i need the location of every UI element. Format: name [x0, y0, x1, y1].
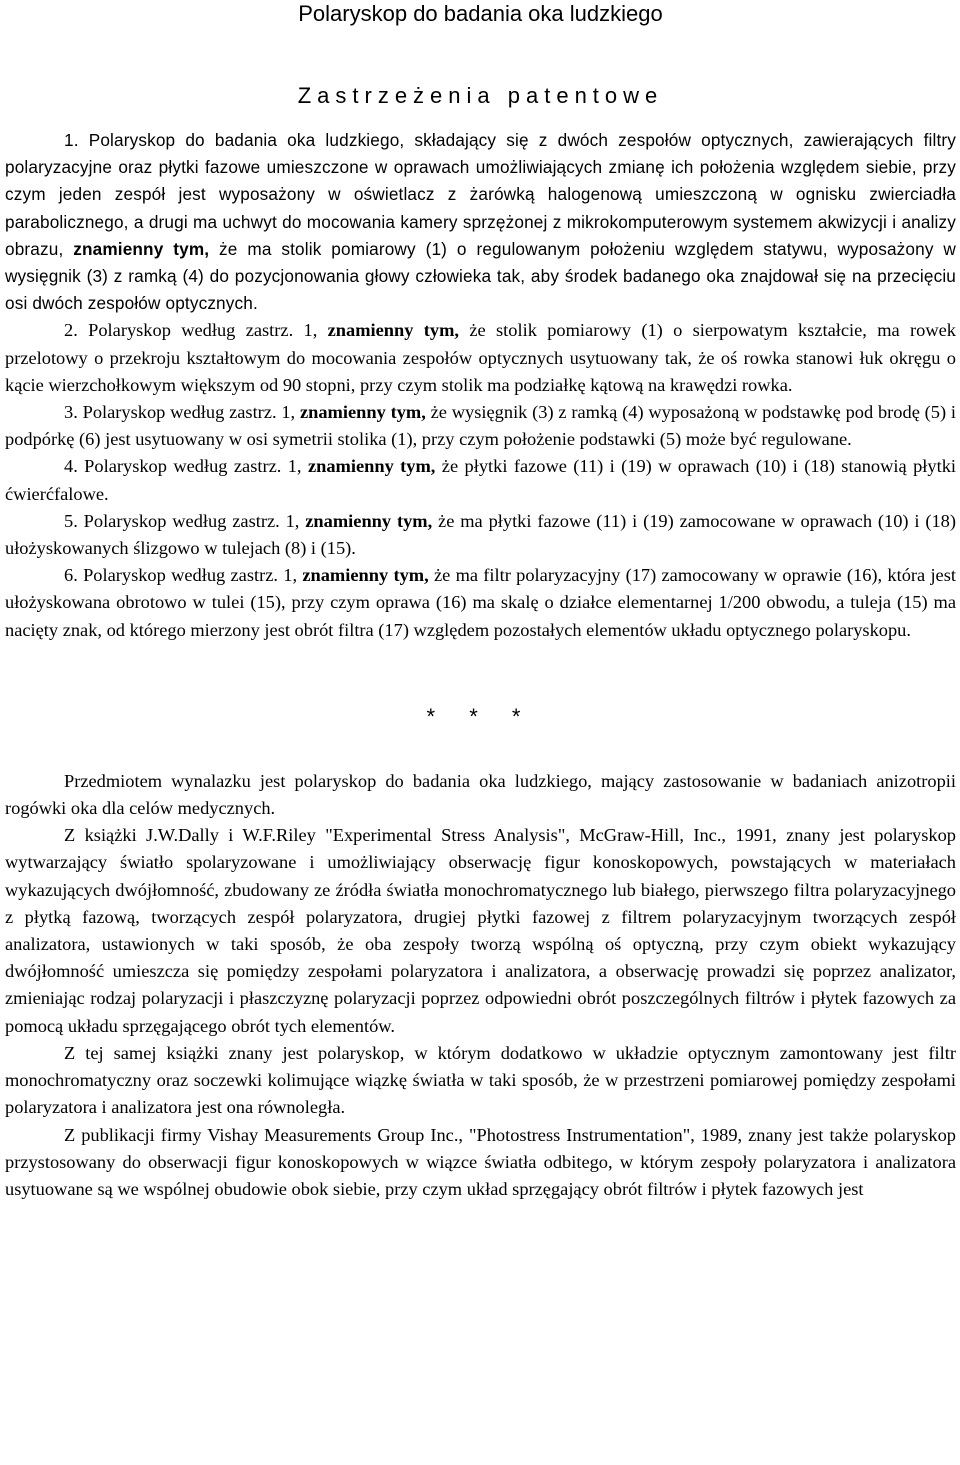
description-paragraph: Z książki J.W.Dally i W.F.Riley "Experimental Stress Analysis", McGraw-Hill, Inc., 1991, znany jest polaryskop wytwarzający światło spolaryzowane i umożliwiający obserwację figur konoskopowych, powstających w materiałach wykazujących dwójłomność, zbudowany ze źródła światła monochromatycznego lub białego, pierwszego filtra polaryzacyjnego z płytką fazową, tworzących zespół polaryzatora, drugiej płytki fazowej z filtrem polaryzacyjnym tworzących zespół analizatora, ustawionych w taki sposób, że oba zespoły tworzą wspólną oś optyczną, przy czym obiekt wykazujący dwójłomność umieszcza się pomiędzy zespołami polaryzatora i analizatora, a obserwację prowadzi się poprzez analizator, zmieniając rodzaj polaryzacji i płaszczyznę polaryzacji poprzez odpowiedni obrót poszczególnych filtrów i płytek fazowych za pomocą układu sprzęgającego obrót tych elementów. — [5, 825, 956, 1036]
claim-text: 6. Polaryskop według zastrz. 1, — [64, 565, 303, 586]
claim-1 — [5, 127, 956, 317]
claim-text: że ma stolik pomiarowy (1) o regulowanym położeniu względem statywu, wyposażony w wysięgnik (3) z ramką (4) do pozycjonowania głowy człowieka tak, aby środek badanego oka znajdował się na przecięciu osi dwóch zespołów optycznych. — [5, 238, 956, 314]
description-paragraph: Z tej samej książki znany jest polaryskop, w którym dodatkowo w układzie optycznym zamontowany jest filtr monochromatyczny oraz soczewki kolimujące wiązkę światła w taki sposób, że w przestrzeni pomiarowej pomiędzy zespołami polaryzatora i analizatora jest ona równoległa. — [5, 1042, 956, 1118]
description-paragraph: Przedmiotem wynalazku jest polaryskop do badania oka ludzkiego, mający zastosowanie w badaniach anizotropii rogówki oka dla celów medycznych. — [5, 770, 956, 819]
claim-6 — [5, 562, 956, 644]
claim-text: 2. Polaryskop według zastrz. 1, — [64, 320, 328, 341]
claim-text: 4. Polaryskop według zastrz. 1, — [64, 456, 308, 477]
description-section — [5, 768, 956, 1203]
claim-3 — [5, 399, 956, 453]
description-paragraph: Z publikacji firmy Vishay Measurements Group Inc., "Photostress Instrumentation", 1989, znany jest także polaryskop przystosowany do obserwacji figur konoskopowych w wiązce światła odbitego, w którym zespoły polaryzatora i analizatora usytuowane są we wspólnej obudowie obok siebie, przy czym układ sprzęgający obrót filtrów i płytek fazowych jest — [5, 1124, 956, 1199]
claim-text: że stolik pomiarowy (1) o sierpowatym kształcie, ma rowek przelotowy o przekroju kształtowym do mocowania zespołów optycznych usytuowany tak, że oś rowka stanowi łuk okręgu o kącie wierzchołkowym większym od 90 stopni, przy czym stolik ma podziałkę kątową na krawędzi rowka. — [5, 320, 956, 395]
claims-section — [5, 127, 956, 644]
claim-keyword: znamienny tym, — [305, 510, 433, 531]
document-page — [0, 1, 960, 1465]
claim-keyword: znamienny tym, — [307, 456, 436, 477]
claim-text: że ma płytki fazowe (11) i (19) zamocowane w oprawach (10) i (18) ułożyskowanych ślizgowo w tulejach (8) i (15). — [5, 510, 957, 559]
claim-keyword: znamienny tym, — [302, 565, 429, 586]
claims-heading: Zastrzeżenia patentowe — [297, 83, 664, 108]
claim-text: 1. Polaryskop do badania oka ludzkiego, składający się z dwóch zespołów optycznych, zawierających filtry polaryzacyjne oraz płytki fazowe umieszczone w oprawach umożliwiających zmianę ich położenia względem siebie, przy czym jeden zespół jest wyposażony w oświetlacz z żarówką halogenową umieszczoną w ognisku zwierciadła parabolicznego, a drugi ma uchwyt do mocowania kamery sprzężonej z mikrokomputerowym systemem akwizycji i analizy obrazu, — [5, 130, 956, 259]
claim-2 — [5, 317, 956, 399]
claim-5 — [5, 508, 956, 562]
claim-keyword: znamienny tym, — [299, 402, 426, 423]
claim-text: że płytki fazowe (11) i (19) w oprawach (10) i (18) stanowią płytki ćwierćfalowe. — [5, 456, 956, 504]
claim-text: że wysięgnik (3) z ramką (4) wyposażoną w podstawkę pod brodę (5) i podpórkę (6) jest usytuowany w osi symetrii stolika (1), przy czym położenie podstawki (5) może być regulowane. — [5, 402, 957, 450]
claim-text: 3. Polaryskop według zastrz. 1, — [64, 402, 300, 423]
claim-text: że ma filtr polaryzacyjny (17) zamocowany w oprawie (16), która jest ułożyskowana obrotowo w tulei (15), przy czym oprawa (16) ma skalę o działce elementarnej 1/200 obwodu, a tuleja (15) ma nacięty znak, od którego mierzony jest obrót filtra (17) względem pozostałych elementów układu optycznego polaryskopu. — [5, 565, 956, 640]
claim-keyword: znamienny tym, — [73, 238, 210, 259]
section-divider: * * * — [426, 703, 535, 729]
claim-4 — [5, 453, 956, 507]
claim-text: 5. Polaryskop według zastrz. 1, — [64, 510, 306, 531]
document-title: Polaryskop do badania oka ludzkiego — [298, 1, 663, 26]
claim-keyword: znamienny tym, — [327, 320, 460, 341]
